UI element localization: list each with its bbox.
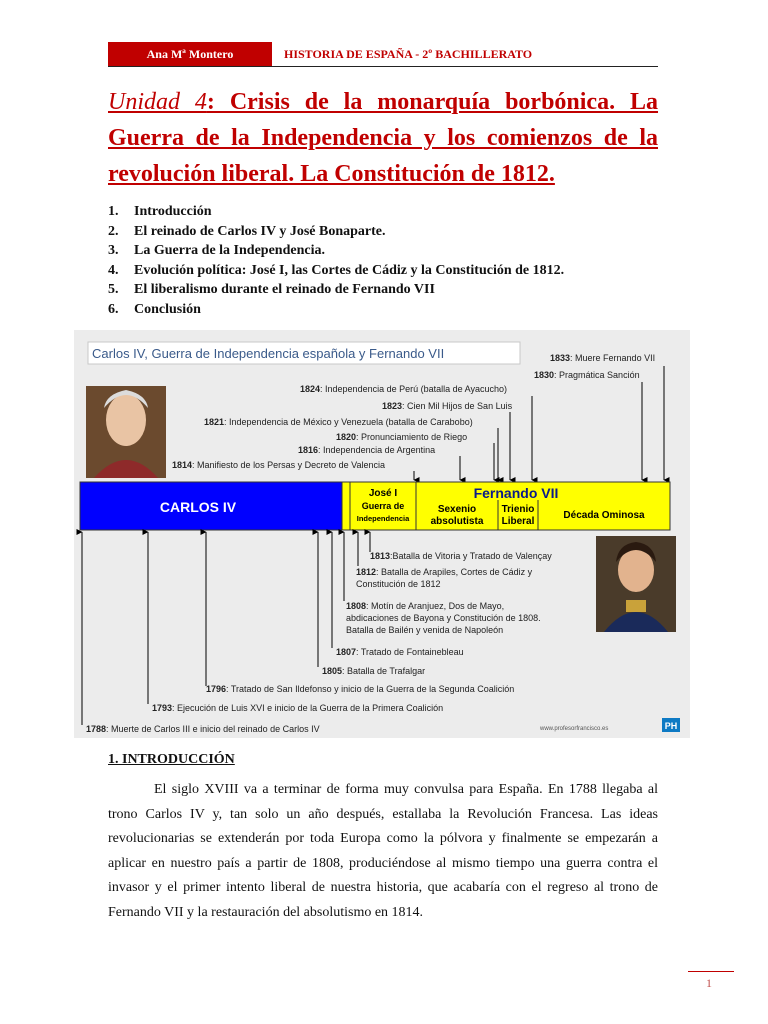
event-year: 1805: [322, 666, 343, 676]
event-text: : Batalla de Arapiles, Cortes de Cádiz y: [376, 567, 533, 577]
timeline-title: Carlos IV, Guerra de Independencia española y Fernando VII: [92, 346, 445, 361]
event-text: : Motín de Aranjuez, Dos de Mayo,: [366, 601, 505, 611]
toc-number: 4.: [108, 262, 119, 278]
toc-number: 2.: [108, 223, 119, 239]
event-year: 1830: [534, 370, 555, 380]
intro-text: El siglo XVIII va a terminar de forma muy convulsa para España. En 1788 llegaba al trono Carlos IV y, tan solo un año después, estallaba la Revolución Francesa. Las ideas revolucionarias se extenderán por toda Europa como la pólvora y finalmente se empezarán a aplicar en nuestro país a partir de 1808, produciéndose al mismo tiempo una guerra contra el invasor y el primer intento liberal de nuestra historia, que acabaría con el regreso al trono de Fernando VII y la restauración del absolutismo en 1814.: [108, 782, 658, 920]
event-text: : Independencia de Argentina: [318, 445, 436, 455]
period-jose-label-1: José I: [368, 488, 398, 499]
period-sexenio-label-1: Sexenio: [437, 504, 477, 515]
event-text: : Tratado de San Ildefonso y inicio de la Guerra de la Segunda Coalición: [226, 684, 515, 694]
toc-text: La Guerra de la Independencia.: [134, 243, 325, 258]
event-year: 1812: [356, 567, 377, 577]
event-1814: [172, 460, 385, 470]
period-decada-label: Década Ominosa: [563, 510, 645, 521]
toc-text: El reinado de Carlos IV y José Bonaparte.: [134, 223, 386, 239]
event-1808-line2: abdicaciones de Bayona y Constitución de 1808.: [346, 613, 541, 623]
event-text: :Batalla de Vitoria y Tratado de Valençay: [390, 551, 552, 561]
toc-number: 6.: [108, 301, 119, 317]
event-text: : Cien Mil Hijos de San Luis: [402, 401, 513, 411]
event-text: : Ejecución de Luis XVI e inicio de la Guerra de la Primera Coalición: [172, 703, 444, 713]
event-year: 1813: [370, 551, 391, 561]
event-year: 1833: [550, 353, 571, 363]
event-1808-line3: Batalla de Bailén y venida de Napoleón: [346, 625, 504, 635]
subject-label: HISTORIA DE ESPAÑA - 2º BACHILLERATO: [284, 47, 533, 61]
footer-rule: [688, 971, 734, 972]
toc-item: [108, 280, 564, 300]
event-text: : Muere Fernando VII: [570, 353, 656, 363]
unit-title: [108, 84, 658, 192]
event-text: : Pragmática Sanción: [554, 370, 640, 380]
event-1820: [336, 432, 467, 442]
toc-item: [108, 222, 564, 242]
period-trienio-label-1: Trienio: [501, 504, 535, 515]
event-year: 1816: [298, 445, 319, 455]
toc-item: [108, 300, 564, 320]
event-text: : Tratado de Fontainebleau: [356, 647, 464, 657]
event-text: : Independencia de Perú (batalla de Ayacucho): [320, 384, 508, 394]
timeline-credit: www.profesorfrancisco.es: [540, 726, 609, 732]
event-1813: [370, 551, 552, 561]
event-1808: [346, 601, 504, 611]
period-sexenio-label-2: absolutista: [430, 516, 484, 527]
toc-item: [108, 241, 564, 261]
event-1796: [206, 684, 514, 694]
period-gap: [342, 482, 350, 530]
event-text: : Independencia de México y Venezuela (batalla de Carabobo): [224, 417, 473, 427]
toc-item: [108, 202, 564, 222]
page-number: 1: [706, 976, 712, 990]
toc-text: Evolución política: José I, las Cortes de Cádiz y la Constitución de 1812.: [134, 262, 565, 278]
event-1812-line2: Constitución de 1812: [356, 579, 441, 589]
event-year: 1823: [382, 401, 403, 411]
period-fernando-label: Fernando VII: [473, 485, 559, 501]
event-text: : Pronunciamiento de Riego: [356, 432, 468, 442]
period-carlos-label: CARLOS IV: [159, 499, 237, 515]
event-1807: [336, 647, 464, 657]
event-year: 1788: [86, 724, 107, 734]
table-of-contents: [108, 202, 564, 319]
event-1821: [204, 417, 473, 427]
event-year: 1814: [172, 460, 193, 470]
event-1793: [152, 703, 443, 713]
period-jose-label-3: Independencia: [356, 514, 410, 523]
logo-text: PH: [664, 721, 678, 731]
toc-number: 3.: [108, 243, 119, 258]
event-1812: [356, 567, 533, 577]
toc-number: 1.: [108, 204, 119, 219]
timeline-svg: [74, 330, 690, 738]
toc-text: Introducción: [134, 204, 212, 219]
carlos-iv-portrait: [86, 386, 166, 478]
event-year: 1820: [336, 432, 357, 442]
event-1824: [300, 384, 507, 394]
event-1830: [534, 370, 640, 380]
event-year: 1821: [204, 417, 225, 427]
author-label: Ana Mª Montero: [108, 42, 272, 66]
event-text: : Batalla de Trafalgar: [342, 666, 426, 676]
toc-text: Conclusión: [134, 301, 201, 317]
event-text: : Muerte de Carlos III e inicio del reinado de Carlos IV: [106, 724, 320, 734]
event-year: 1793: [152, 703, 173, 713]
event-1816: [298, 445, 435, 455]
unit-number: Unidad 4: [108, 89, 207, 115]
toc-text: El liberalismo durante el reinado de Fernando VII: [134, 282, 435, 297]
event-year: 1808: [346, 601, 367, 611]
toc-number: 5.: [108, 282, 119, 297]
unit-title-text: : Crisis de la monarquía borbónica. La Guerra de la Independencia y los comienzos de la revolución liberal. La Constitución de 1812.: [108, 89, 659, 187]
fernando-vii-portrait: [596, 536, 676, 632]
event-year: 1807: [336, 647, 357, 657]
event-1823: [382, 401, 513, 411]
intro-paragraph: [108, 778, 658, 925]
event-year: 1824: [300, 384, 321, 394]
event-1833: [550, 353, 655, 363]
toc-item: [108, 261, 564, 281]
period-trienio-label-2: Liberal: [501, 516, 535, 527]
page-header: [108, 42, 658, 67]
event-1788: [86, 724, 320, 734]
timeline-figure: [74, 330, 690, 738]
event-year: 1796: [206, 684, 227, 694]
event-1805: [322, 666, 425, 676]
period-jose-label-2: Guerra de: [361, 501, 405, 511]
section-heading: 1. INTRODUCCIÓN: [108, 752, 235, 767]
event-text: : Manifiesto de los Persas y Decreto de Valencia: [192, 460, 385, 470]
